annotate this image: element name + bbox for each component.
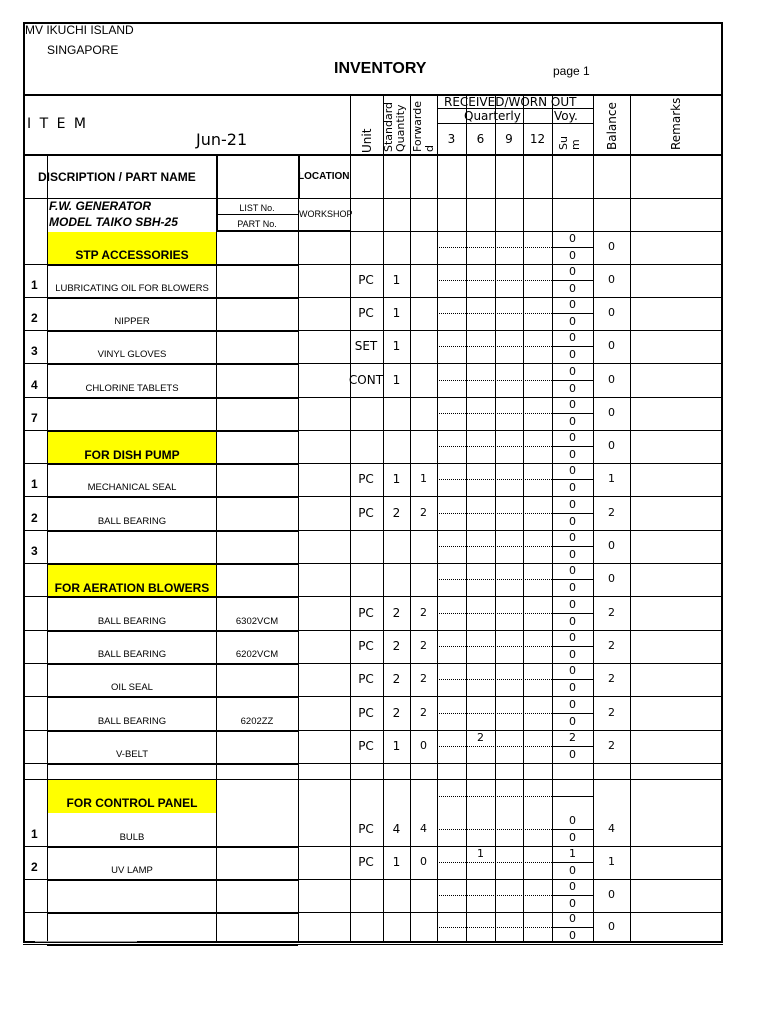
sum-value: 0: [569, 448, 576, 461]
balance-value: 0: [608, 240, 615, 253]
sum-value: 0: [569, 382, 576, 395]
period: Jun-21: [196, 130, 248, 149]
row-line: [552, 247, 593, 248]
row-line: [298, 563, 723, 564]
row-line: [298, 730, 723, 731]
row-line: [23, 463, 47, 464]
dotted-line: [437, 513, 552, 514]
grid-line: [437, 123, 593, 124]
part-number: 6202ZZ: [240, 716, 274, 727]
col-q3: 3: [447, 132, 456, 146]
unit: PC: [358, 739, 374, 753]
balance-value: 0: [608, 406, 615, 419]
dotted-line: [437, 579, 552, 580]
row-line: [47, 696, 298, 698]
balance-value: 0: [608, 339, 615, 352]
row-line: [23, 944, 47, 945]
unit: PC: [358, 672, 374, 686]
col-forwarded: Forwarde d: [411, 100, 436, 152]
dotted-line: [437, 479, 552, 480]
voy-value: 0: [569, 664, 576, 677]
row-line: [47, 363, 298, 365]
row-line: [23, 397, 47, 398]
row-line: [298, 696, 723, 697]
column-line: [437, 94, 438, 942]
row-line: [23, 530, 47, 531]
dotted-line: [437, 679, 552, 680]
row-line: [552, 613, 593, 614]
dotted-line: [437, 895, 552, 896]
section-dish-pump: FOR DISH PUMP: [84, 448, 180, 462]
part-name: V-BELT: [115, 749, 149, 760]
sum-value: 0: [569, 315, 576, 328]
unit: PC: [358, 639, 374, 653]
unit: PC: [358, 606, 374, 620]
row-line: [298, 596, 723, 597]
col-q9: 9: [505, 132, 513, 146]
standard-qty: 1: [392, 739, 401, 753]
row-line: [23, 496, 47, 497]
dotted-line: [437, 413, 552, 414]
standard-qty: 4: [392, 822, 401, 836]
dotted-line: [437, 446, 552, 447]
voy-value: 0: [569, 531, 576, 544]
row-line: [552, 346, 593, 347]
dotted-line: [437, 927, 552, 928]
balance-value: 0: [608, 273, 615, 286]
voy-value: 0: [569, 398, 576, 411]
grid-line: [216, 214, 298, 215]
dotted-line: [437, 713, 552, 714]
row-line: [47, 846, 298, 848]
row-line: [552, 713, 593, 714]
row-line: [298, 430, 723, 431]
item-number: 4: [31, 378, 38, 392]
voy-value: 0: [569, 298, 576, 311]
balance-value: 2: [608, 672, 615, 685]
row-line: [23, 363, 47, 364]
forwarded-qty: 2: [420, 639, 427, 652]
row-line: [23, 297, 47, 298]
row-line: [47, 912, 298, 914]
standard-qty: 2: [392, 706, 401, 720]
sum-value: 0: [569, 348, 576, 361]
part-name: BALL BEARING: [97, 616, 167, 627]
standard-qty: 1: [392, 306, 401, 320]
row-line: [552, 313, 593, 314]
standard-qty: 1: [392, 472, 401, 486]
row-line: [298, 912, 723, 913]
balance-value: 0: [608, 373, 615, 386]
row-line: [47, 730, 298, 732]
part-name: BULB: [119, 832, 145, 843]
page-number: page 1: [553, 64, 590, 78]
voy-value: 0: [569, 814, 576, 827]
voy-value: 0: [569, 598, 576, 611]
row-line: [552, 895, 593, 896]
row-line: [47, 297, 298, 299]
col-standard-quantity: Standard Quantity: [382, 101, 407, 152]
row-line: [552, 546, 593, 547]
item-label: I T E M: [27, 116, 88, 132]
received-worn-out-header: RECEIVED/WORN OUT: [444, 95, 577, 109]
sum-value: 0: [569, 249, 576, 262]
column-line: [47, 154, 48, 942]
part-name: OIL SEAL: [111, 682, 153, 693]
part-no-label: PART No.: [237, 219, 277, 229]
column-line: [298, 154, 299, 942]
part-name: VINYL GLOVES: [97, 349, 167, 360]
sum-value: 0: [569, 548, 576, 561]
row-line: [47, 563, 298, 565]
row-line: [552, 927, 593, 928]
sum-value: 0: [569, 515, 576, 528]
balance-value: 1: [608, 472, 615, 485]
part-name: BALL BEARING: [97, 716, 167, 727]
q6-value: 1: [477, 847, 484, 860]
col-sum: Su m: [557, 136, 582, 150]
balance-value: 0: [608, 888, 615, 901]
voy-value: 0: [569, 912, 576, 925]
row-line: [23, 912, 47, 913]
standard-qty: 1: [392, 373, 401, 387]
item-number: 2: [31, 311, 38, 325]
sum-value: 0: [569, 648, 576, 661]
row-line: [47, 264, 298, 266]
row-line: [47, 596, 298, 598]
row-line: [23, 430, 47, 431]
balance-value: 2: [608, 706, 615, 719]
column-line: [523, 94, 524, 942]
row-line: [298, 530, 723, 531]
row-line: [298, 630, 723, 631]
forwarded-qty: 2: [420, 672, 427, 685]
part-name: UV LAMP: [111, 865, 153, 876]
balance-value: 0: [608, 439, 615, 452]
item-number: 3: [31, 544, 38, 558]
dotted-line: [437, 746, 552, 747]
row-line: [23, 879, 47, 880]
dotted-line: [437, 247, 552, 248]
balance-value: 4: [608, 822, 615, 835]
row-line: [298, 663, 723, 664]
row-line: [298, 330, 723, 331]
row-line: [298, 496, 723, 497]
section-stp-accessories: STP ACCESSORIES: [75, 248, 189, 262]
dotted-line: [437, 646, 552, 647]
unit: CONT: [348, 373, 384, 387]
row-line: [552, 796, 593, 797]
row-line: [298, 846, 723, 847]
row-line: [23, 696, 47, 697]
sum-value: 0: [569, 415, 576, 428]
row-line: [552, 479, 593, 480]
part-name: MECHANICAL SEAL: [87, 482, 177, 493]
section-control-panel: FOR CONTROL PANEL: [66, 796, 198, 810]
row-line: [23, 846, 47, 847]
row-line: [23, 763, 47, 764]
dotted-line: [437, 380, 552, 381]
forwarded-qty: 1: [420, 472, 427, 485]
row-line: [47, 879, 298, 881]
col-q12: 12: [529, 132, 546, 146]
item-number: 1: [31, 827, 38, 841]
forwarded-qty: 4: [420, 822, 427, 835]
page-title: INVENTORY: [334, 60, 427, 77]
voy-value: 0: [569, 331, 576, 344]
column-line: [495, 94, 496, 942]
standard-qty: 1: [392, 273, 401, 287]
balance-value: 0: [608, 920, 615, 933]
voy-value: 0: [569, 464, 576, 477]
row-line: [552, 513, 593, 514]
voy-value: 0: [569, 232, 576, 245]
row-line: [47, 397, 298, 399]
item-number: 2: [31, 511, 38, 525]
row-line: [552, 746, 593, 747]
row-line: [298, 397, 723, 398]
part-name: BALL BEARING: [97, 516, 167, 527]
row-line: [298, 264, 723, 265]
row-line: [552, 380, 593, 381]
unit: PC: [358, 822, 374, 836]
item-number: 3: [31, 344, 38, 358]
row-line: [298, 763, 723, 764]
standard-qty: 2: [392, 672, 401, 686]
row-line: [47, 944, 298, 946]
row-line: [552, 862, 593, 863]
dotted-line: [437, 829, 552, 830]
grid-line: [23, 198, 723, 199]
voy-value: 0: [569, 698, 576, 711]
dotted-line: [437, 546, 552, 547]
column-line: [466, 94, 467, 942]
sum-value: 0: [569, 897, 576, 910]
voy-value: 0: [569, 498, 576, 511]
part-name: CHLORINE TABLETS: [85, 383, 179, 394]
forwarded-qty: 0: [420, 855, 427, 868]
standard-qty: 1: [392, 855, 401, 869]
sum-value: 0: [569, 715, 576, 728]
row-line: [47, 330, 298, 332]
voy-value: 0: [569, 631, 576, 644]
col-remarks: Remarks: [669, 97, 683, 150]
dotted-line: [437, 346, 552, 347]
row-line: [298, 363, 723, 364]
row-line: [298, 463, 723, 464]
list-no-label: LIST No.: [239, 203, 275, 213]
row-line: [552, 829, 593, 830]
col-unit: Unit: [360, 128, 374, 153]
item-number: 7: [31, 411, 38, 425]
row-line: [298, 944, 723, 945]
balance-value: 2: [608, 506, 615, 519]
item-number: 1: [31, 477, 38, 491]
forwarded-qty: 2: [420, 506, 427, 519]
grid-line: [350, 231, 723, 232]
forwarded-qty: 2: [420, 706, 427, 719]
standard-qty: 2: [392, 639, 401, 653]
generator-model: MODEL TAIKO SBH-25: [49, 215, 178, 229]
row-line: [23, 330, 47, 331]
row-line: [298, 879, 723, 880]
quarterly-header: Quarterly: [464, 109, 521, 123]
part-name: BALL BEARING: [97, 649, 167, 660]
q6-value: 2: [477, 731, 484, 744]
row-line: [23, 264, 47, 265]
balance-value: 1: [608, 855, 615, 868]
grid-line: [437, 108, 593, 109]
voy-value: 0: [569, 365, 576, 378]
item-number: 2: [31, 860, 38, 874]
row-line: [23, 596, 47, 597]
sum-value: 0: [569, 581, 576, 594]
sum-value: 0: [569, 864, 576, 877]
column-line: [630, 94, 631, 942]
sum-value: 0: [569, 831, 576, 844]
col-q6: 6: [476, 132, 485, 146]
dotted-line: [437, 280, 552, 281]
column-line: [216, 154, 218, 231]
voy-value: 0: [569, 265, 576, 278]
dotted-line: [437, 313, 552, 314]
voy-value: 0: [569, 880, 576, 893]
row-line: [23, 779, 723, 780]
description-header: DISCRIPTION / PART NAME: [38, 170, 196, 184]
part-name: LUBRICATING OIL FOR BLOWERS: [55, 283, 209, 294]
dotted-line: [437, 862, 552, 863]
balance-value: 0: [608, 306, 615, 319]
header-rule: [23, 94, 723, 96]
vessel-location: SINGAPORE: [47, 43, 119, 57]
unit: PC: [358, 273, 374, 287]
voy-header: Voy.: [554, 109, 578, 123]
section-aeration-blowers: FOR AERATION BLOWERS: [54, 581, 210, 595]
balance-value: 0: [608, 539, 615, 552]
row-line: [47, 430, 298, 432]
voy-value: 0: [569, 431, 576, 444]
dotted-line: [437, 796, 552, 797]
row-line: [23, 630, 47, 631]
column-line: [216, 154, 217, 942]
sum-value: 0: [569, 748, 576, 761]
part-name: NIPPER: [114, 316, 150, 327]
balance-value: 0: [608, 572, 615, 585]
balance-value: 2: [608, 639, 615, 652]
sum-value: 0: [569, 929, 576, 942]
voy-value: 1: [569, 847, 576, 860]
unit: SET: [354, 339, 378, 353]
balance-value: 2: [608, 606, 615, 619]
unit: PC: [358, 472, 374, 486]
location-header: LOCATION: [298, 171, 350, 182]
sum-value: 0: [569, 615, 576, 628]
standard-qty: 1: [392, 339, 401, 353]
sum-value: 0: [569, 481, 576, 494]
row-line: [47, 763, 298, 765]
sum-value: 0: [569, 681, 576, 694]
unit: PC: [358, 855, 374, 869]
col-balance: Balance: [605, 102, 619, 150]
row-line: [47, 530, 298, 532]
forwarded-qty: 0: [420, 739, 427, 752]
row-line: [47, 663, 298, 665]
row-line: [552, 646, 593, 647]
unit: PC: [358, 506, 374, 520]
item-number: 1: [31, 278, 38, 292]
row-line: [552, 280, 593, 281]
row-line: [23, 730, 47, 731]
unit: PC: [358, 706, 374, 720]
grid-line: [216, 230, 350, 232]
forwarded-qty: 2: [420, 606, 427, 619]
voy-value: 0: [569, 564, 576, 577]
generator-name: F.W. GENERATOR: [49, 199, 151, 213]
standard-qty: 2: [392, 606, 401, 620]
row-line: [23, 563, 47, 564]
workshop-label: WORKSHOP: [299, 209, 353, 219]
row-line: [298, 297, 723, 298]
row-line: [552, 579, 593, 580]
dotted-line: [437, 613, 552, 614]
row-line: [47, 630, 298, 632]
standard-qty: 2: [392, 506, 401, 520]
column-line: [298, 154, 300, 198]
row-line: [552, 446, 593, 447]
part-number: 6202VCM: [235, 649, 279, 660]
row-line: [47, 496, 298, 498]
header-rule: [23, 154, 723, 156]
unit: PC: [358, 306, 374, 320]
balance-value: 2: [608, 739, 615, 752]
vessel-name: MV IKUCHI ISLAND: [25, 23, 134, 37]
sum-value: 0: [569, 282, 576, 295]
part-number: 6302VCM: [235, 616, 279, 627]
voy-value: 2: [569, 731, 576, 744]
row-line: [47, 463, 298, 465]
row-line: [23, 663, 47, 664]
footer-line: [35, 941, 137, 942]
row-line: [552, 679, 593, 680]
row-line: [552, 413, 593, 414]
